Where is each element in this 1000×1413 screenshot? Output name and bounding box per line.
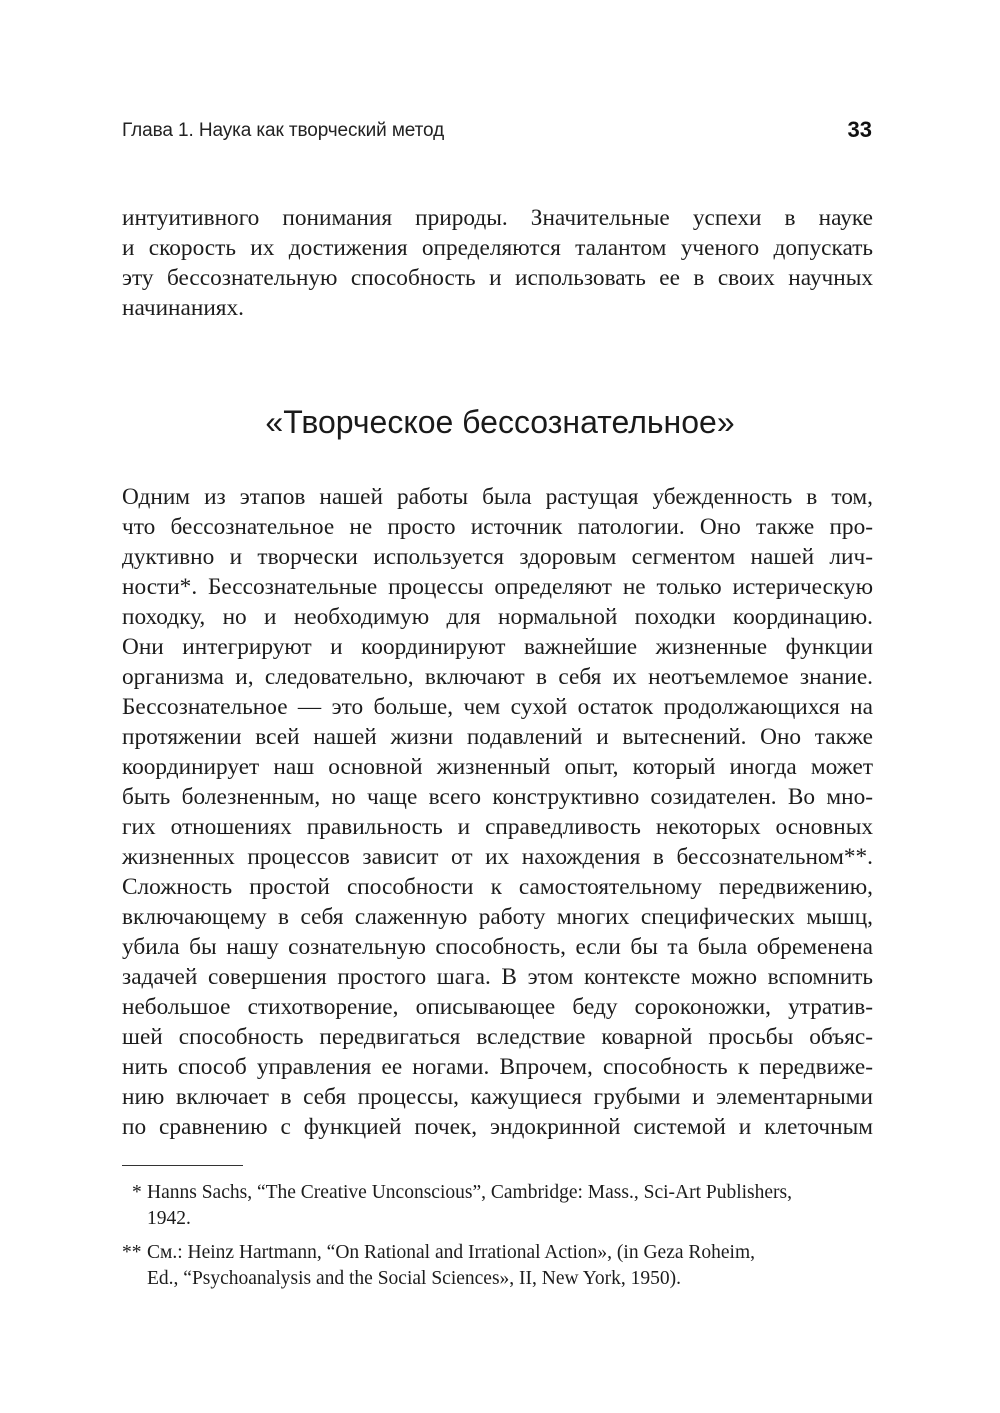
text-line: нию включает в себя процессы, кажущиеся грубыми и элементарными [122,1084,873,1110]
text-line: Они интегрируют и координируют важнейшие жизненные функции [122,634,873,660]
footnote-marker: ** [122,1242,142,1263]
text-line: задачей совершения простого шага. В этом контексте можно вспомнить [122,964,873,990]
text-line: организма и, следовательно, включают в себя их неотъемлемое знание. [122,664,873,690]
text-line: нить способ управления ее ногами. Впрочем, способность к передвиже- [122,1054,873,1080]
footnote-line: Ed., “Psychoanalysis and the Social Sciences», II, New York, 1950). [147,1268,681,1289]
text-line: небольшое стихотворение, описывающее беду сороконожки, утратив- [122,994,873,1020]
text-line: по сравнению с функцией почек, эндокринной системой и клеточным [122,1114,873,1140]
text-line: Сложность простой способности к самостоятельному передвижению, [122,874,873,900]
footnote-line: 1942. [147,1208,191,1229]
text-line: гих отношениях правильность и справедливость некоторых основных [122,814,873,840]
text-line: походку, но и необходимую для нормальной походки координацию. [122,604,873,630]
text-line: начинаниях. [122,295,244,321]
text-line: ности*. Бессознательные процессы определяют не только истерическую [122,574,873,600]
text-line: Одним из этапов нашей работы была растущая убежденность в том, [122,484,873,510]
footnote-line: См.: Heinz Hartmann, “On Rational and Irrational Action», (in Geza Roheim, [147,1242,756,1263]
text-line: жизненных процессов зависит от их нахождения в бессознательном**. [122,844,873,870]
text-line: Бессознательное — это больше, чем сухой остаток продолжающихся на [122,694,873,720]
footnote-line: Hanns Sachs, “The Creative Unconscious”, Cambridge: Mass., Sci-Art Publishers, [147,1182,793,1203]
text-line: убила бы нашу сознательную способность, если бы та была обременена [122,934,873,960]
text-line: интуитивного понимания природы. Значительные успехи в науке [122,205,873,231]
footnote-rule [122,1165,243,1166]
text-line: быть болезненным, но чаще всего конструктивно созидателен. Во мно- [122,784,873,810]
running-head: Глава 1. Наука как творческий метод [122,120,445,141]
text-line: протяжении всей нашей жизни подавлений и вытеснений. Оно также [122,724,873,750]
text-line: шей способность передвигаться вследствие коварной просьбы объяс- [122,1024,873,1050]
section-heading: «Творческое бессознательное» [265,404,735,440]
text-line: координирует наш основной жизненный опыт, который иногда может [122,754,873,780]
text-line: и скорость их достижения определяются талантом ученого допускать [122,235,873,261]
text-line: что бессознательное не просто источник патологии. Оно также про- [122,514,873,540]
text-line: дуктивно и творчески используется здоровым сегментом нашей лич- [122,544,873,570]
footnote-marker: * [132,1182,142,1203]
page-number: 33 [847,117,872,142]
text-line: эту бессознательную способность и использовать ее в своих научных [122,265,873,291]
text-line: включающему в себя слаженную работу многих специфических мышц, [122,904,873,930]
